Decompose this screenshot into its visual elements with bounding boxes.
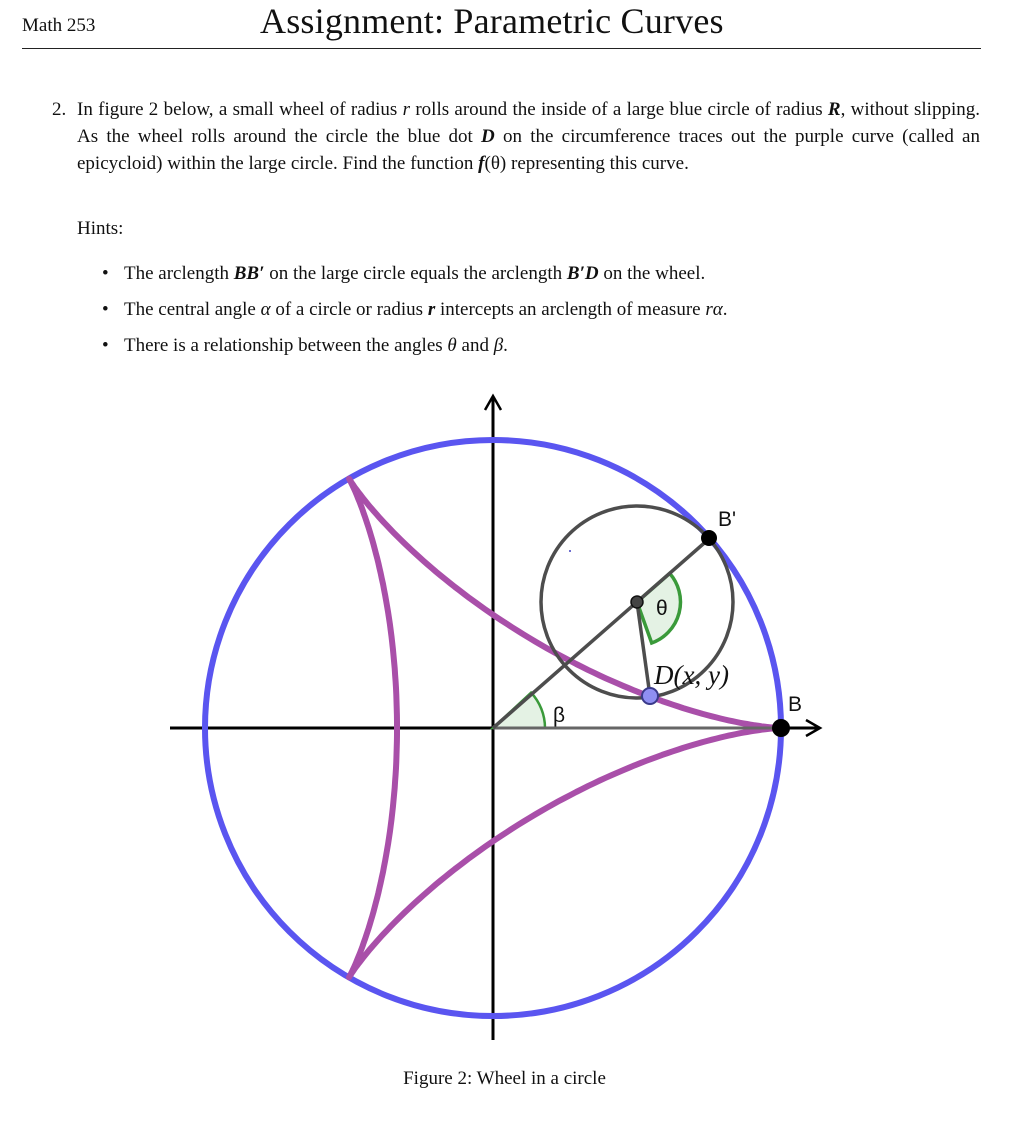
- hint-item: [100, 332, 727, 368]
- hints-list: [100, 260, 727, 368]
- text-segment: .: [503, 335, 508, 356]
- figure-caption: Figure 2: Wheel in a circle: [403, 1068, 606, 1089]
- bullet: •: [102, 263, 109, 284]
- math-alpha: α: [260, 299, 271, 320]
- text-segment: The arclength: [124, 263, 234, 284]
- point-d: [642, 688, 658, 704]
- page-title: Assignment: Parametric Curves: [260, 1, 724, 41]
- text-segment: , without slipping. As the wheel rolls around the circle the blue dot: [77, 99, 980, 147]
- text-segment: The central angle: [124, 299, 261, 320]
- wheel-center-point: [631, 596, 643, 608]
- point-b: [772, 719, 790, 737]
- text-segment: In figure 2 below, a small wheel of radius: [77, 99, 403, 120]
- text-segment: on the circumference traces out the purple curve (called an epicycloid) within the large circle. Find the function: [77, 126, 980, 174]
- bullet: •: [102, 335, 109, 356]
- math-beta: β: [493, 335, 504, 356]
- text-segment: of a circle or radius: [270, 299, 428, 320]
- text-segment: representing this curve.: [506, 153, 689, 174]
- text-segment: on the large circle equals the arclength: [264, 263, 567, 284]
- math-B-prime-D: B′D: [566, 263, 599, 284]
- text-segment: rolls around the inside of a large blue circle of radius: [410, 99, 828, 120]
- label-theta: θ: [656, 597, 668, 620]
- math-r-alpha: rα: [705, 299, 723, 320]
- math-f: f: [478, 153, 485, 174]
- problem-number: 2.: [52, 99, 67, 120]
- page-header: [22, 0, 981, 49]
- hints-label: Hints:: [77, 218, 124, 239]
- point-b-prime: [701, 530, 717, 546]
- hint-item: [100, 260, 727, 296]
- math-theta-arg: (θ): [484, 153, 507, 174]
- math-theta: θ: [447, 335, 457, 356]
- problem-statement: [52, 96, 980, 177]
- math-r: r: [402, 99, 411, 120]
- text-segment: There is a relationship between the angles: [124, 335, 448, 356]
- text-segment: on the wheel.: [598, 263, 706, 284]
- text-segment: intercepts an arclength of measure: [435, 299, 706, 320]
- wheel-in-circle-figure: [0, 380, 1009, 1060]
- label-b-prime: B': [718, 508, 737, 531]
- label-b: B: [788, 693, 803, 716]
- math-D: D: [481, 126, 495, 147]
- math-R: R: [827, 99, 841, 120]
- course-label: Math 253: [22, 15, 96, 36]
- problem-text: [77, 96, 980, 177]
- text-segment: and: [456, 335, 494, 356]
- math-BB-prime: BB′: [233, 263, 265, 284]
- stray-dot: [569, 550, 571, 552]
- label-beta: β: [553, 704, 566, 727]
- label-d-point: D(x, y): [654, 660, 729, 690]
- hint-item: [100, 296, 727, 332]
- text-segment: .: [722, 299, 728, 320]
- bullet: •: [102, 299, 109, 320]
- math-r: r: [427, 299, 436, 320]
